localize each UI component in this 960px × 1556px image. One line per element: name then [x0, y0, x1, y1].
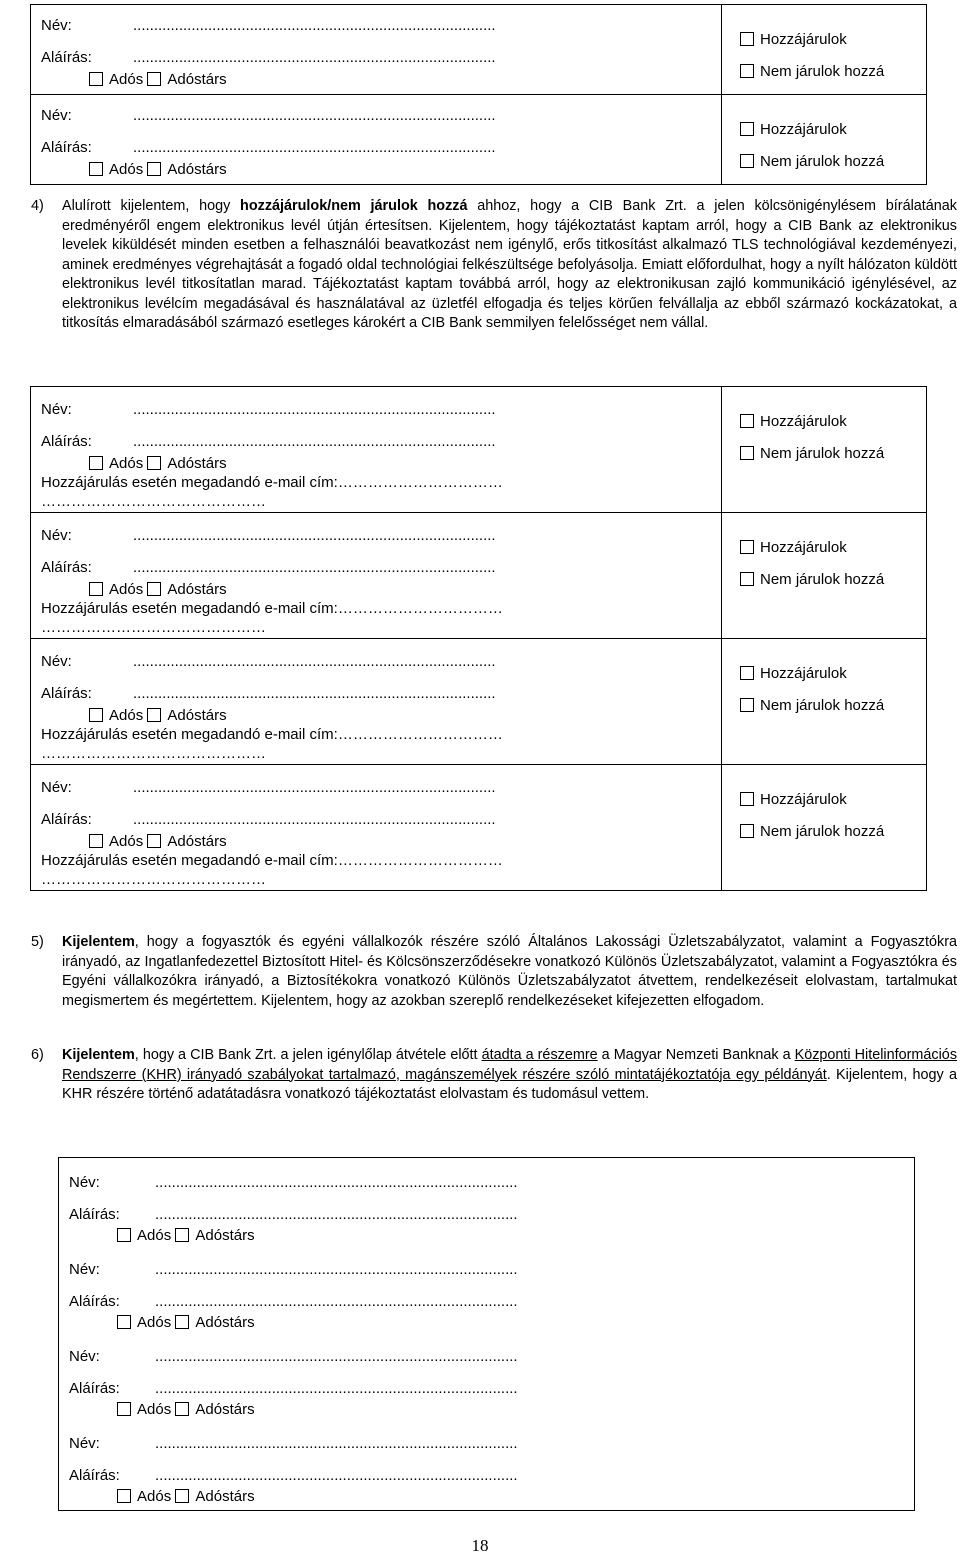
adostars-checkbox[interactable] — [147, 582, 161, 596]
name-field[interactable]: ....................................................................................... — [155, 1435, 518, 1452]
signature-field[interactable]: ....................................................................................... — [133, 49, 496, 66]
hozzajarulok-checkbox[interactable] — [740, 666, 754, 680]
email-field[interactable]: …………………………… — [337, 600, 503, 617]
nem-jarulok-checkbox[interactable] — [740, 446, 754, 460]
ados-checkbox[interactable] — [89, 582, 103, 596]
email-field[interactable]: …………………………… — [337, 474, 503, 491]
name-field[interactable]: ....................................................................................... — [133, 653, 496, 670]
name-field[interactable]: ....................................................................................... — [155, 1348, 518, 1365]
adostars-checkbox[interactable] — [175, 1228, 189, 1242]
consent-cell: Hozzájárulok Nem járulok hozzá — [722, 765, 927, 891]
name-field[interactable]: ....................................................................................... — [155, 1174, 518, 1191]
nem-jarulok-checkbox[interactable] — [740, 824, 754, 838]
section-6: 6) Kijelentem, hogy a CIB Bank Zrt. a jelen igénylőlap átvétele előtt átadta a részemre a Magyar Nemzeti Banknak a Központi Hitelinformációs Rendszerre (KHR) irányadó szabályokat tartalmazó, magánszemélyek részére szóló mintatájékoztatója egy példányát. Kijelentem, hogy a KHR részére történő adatátadásra vonatkozó tájékoztatást elolvastam és tudomásul vettem. — [31, 1047, 958, 1102]
name-field[interactable]: ....................................................................................... — [133, 527, 496, 544]
hozzajarulok-checkbox[interactable] — [740, 414, 754, 428]
consent-cell: Hozzájárulok Nem járulok hozzá — [722, 95, 927, 185]
nem-jarulok-checkbox[interactable] — [740, 154, 754, 168]
ados-checkbox[interactable] — [117, 1315, 131, 1329]
signature-field[interactable]: ....................................................................................... — [133, 811, 496, 828]
signer-cell: Név: ....................................................................................... Aláírás: ....................................................................................... Adós Adóstárs Hozzájárulás esetén megadandó e-mail cím:…………………………… ……………………………………… — [31, 765, 722, 891]
hozzajarulok-checkbox[interactable] — [740, 540, 754, 554]
name-field[interactable]: ....................................................................................... — [133, 107, 496, 124]
name-field[interactable]: ....................................................................................... — [133, 401, 496, 418]
section-5: 5) Kijelentem, hogy a fogyasztók és egyéni vállalkozók részére szóló Általános Lakossági Üzletszabályzatot, valamint a Fogyasztókra irányadó, az Ingatlanfedezettel Biztosított Hitel- és Kölcsönszerződésekre vonatkozó Különös Üzletszabályzatot, valamint a Fogyasztókra és Egyéni vállalkozókra irányadó, a Biztosítékokra vonatkozó Különös Üzletszabályzatot átvettem, rendelkezéseit elolvastam, tartalmukat megismertem és megértettem. Kijelentem, hogy az azokban szereplő rendelkezéseket kifejezetten elfogadom. — [31, 934, 957, 1009]
signature-box-bottom: Név: ....................................................................................... Aláírás: ....................................................................................... Adós Adóstárs Név: ....................................................................................... Aláírás: ....................................................................................... Adós Adóstárs Név: ....................................................................................... Aláírás: ....................................................................................... Adós Adóstárs Név: ....................................................................................... Aláírás: ....................................................................................... Adós Adóstárs — [58, 1157, 915, 1511]
page-number: 18 — [471, 1536, 489, 1555]
ados-checkbox[interactable] — [117, 1228, 131, 1242]
hozzajarulok-checkbox[interactable] — [740, 792, 754, 806]
signature-field[interactable]: ....................................................................................... — [155, 1293, 518, 1310]
adostars-checkbox[interactable] — [147, 708, 161, 722]
hozzajarulok-checkbox[interactable] — [740, 32, 754, 46]
adostars-checkbox[interactable] — [175, 1402, 189, 1416]
consent-cell: Hozzájárulok Nem járulok hozzá — [722, 639, 927, 765]
adostars-checkbox[interactable] — [147, 456, 161, 470]
signature-field[interactable]: ....................................................................................... — [133, 685, 496, 702]
name-field[interactable]: ....................................................................................... — [133, 17, 496, 34]
email-field-cont[interactable]: ……………………………………… — [41, 493, 266, 510]
adostars-checkbox[interactable] — [147, 834, 161, 848]
adostars-checkbox[interactable] — [175, 1489, 189, 1503]
section-4: 4) Alulírott kijelentem, hogy hozzájárulok/nem járulok hozzá ahhoz, hogy a CIB Bank Zrt. a jelen kölcsönigénylésem bírálatának eredményéről engem elektronikus levél útján értesítsen. Kijelentem, hogy tájékoztatást kaptam arról, hogy a CIB Bank az elektronikus levelek kiküldését minden esetben a felhasználói beavatkozást nem igénylő, erős titkosítást alkalmazó TLS technológiával kezdeményezi, aminek eredményes végrehajtását a fogadó oldal technológiai felkészültsége befolyásolja. Emiatt előfordulhat, hogy a nyílt hálózaton küldött elektronikus levél titkosítatlan marad. Tájékoztatást kaptam továbbá arról, hogy az elektronikusan zajló kommunikáció igénylésével, az elektronikus levélcím megadásával és használatával az üzletfél elfogadja és teljes körűen felvállalja az ebből származó kockázatokat, a titkosítás elmaradásából származó esetleges károkért a CIB Bank semmilyen felelősséget nem vállal. — [31, 198, 957, 331]
consent-cell: Hozzájárulok Nem járulok hozzá — [722, 5, 927, 95]
signature-field[interactable]: ....................................................................................... — [155, 1206, 518, 1223]
signature-field[interactable]: ....................................................................................... — [133, 139, 496, 156]
name-field[interactable]: ....................................................................................... — [155, 1261, 518, 1278]
email-field-cont[interactable]: ……………………………………… — [41, 871, 266, 888]
signature-field[interactable]: ....................................................................................... — [133, 559, 496, 576]
adostars-checkbox[interactable] — [147, 72, 161, 86]
nem-jarulok-checkbox[interactable] — [740, 64, 754, 78]
ados-checkbox[interactable] — [89, 72, 103, 86]
consent-table-email — [30, 386, 927, 891]
nem-jarulok-checkbox[interactable] — [740, 572, 754, 586]
signer-cell: Név: ....................................................................................... Aláírás: ....................................................................................... Adós Adóstárs Hozzájárulás esetén megadandó e-mail cím:…………………………… ……………………………………… — [31, 387, 722, 513]
email-field[interactable]: …………………………… — [337, 726, 503, 743]
signer-cell: Név: ....................................................................................... Aláírás: ....................................................................................... Adós Adóstárs Hozzájárulás esetén megadandó e-mail cím:…………………………… ……………………………………… — [31, 513, 722, 639]
signer-cell: Név: ....................................................................................... Aláírás: ....................................................................................... Adós Adóstárs Hozzájárulás esetén megadandó e-mail cím:…………………………… ……………………………………… — [31, 639, 722, 765]
signature-field[interactable]: ....................................................................................... — [155, 1380, 518, 1397]
ados-checkbox[interactable] — [89, 162, 103, 176]
signer-cell: Név: ....................................................................................... Aláírás: ....................................................................................... Adós Adóstárs — [31, 95, 722, 185]
name-field[interactable]: ....................................................................................... — [133, 779, 496, 796]
adostars-checkbox[interactable] — [147, 162, 161, 176]
consent-cell: Hozzájárulok Nem járulok hozzá — [722, 387, 927, 513]
signature-field[interactable]: ....................................................................................... — [155, 1467, 518, 1484]
signature-field[interactable]: ....................................................................................... — [133, 433, 496, 450]
ados-checkbox[interactable] — [117, 1402, 131, 1416]
ados-checkbox[interactable] — [89, 708, 103, 722]
ados-checkbox[interactable] — [89, 456, 103, 470]
ados-checkbox[interactable] — [89, 834, 103, 848]
email-field-cont[interactable]: ……………………………………… — [41, 745, 266, 762]
signer-cell: Név: ....................................................................................... Aláírás: ....................................................................................... Adós Adóstárs — [31, 5, 722, 95]
hozzajarulok-checkbox[interactable] — [740, 122, 754, 136]
nem-jarulok-checkbox[interactable] — [740, 698, 754, 712]
consent-cell: Hozzájárulok Nem járulok hozzá — [722, 513, 927, 639]
email-field[interactable]: …………………………… — [337, 852, 503, 869]
adostars-checkbox[interactable] — [175, 1315, 189, 1329]
email-field-cont[interactable]: ……………………………………… — [41, 619, 266, 636]
consent-table-top — [30, 4, 927, 185]
ados-checkbox[interactable] — [117, 1489, 131, 1503]
